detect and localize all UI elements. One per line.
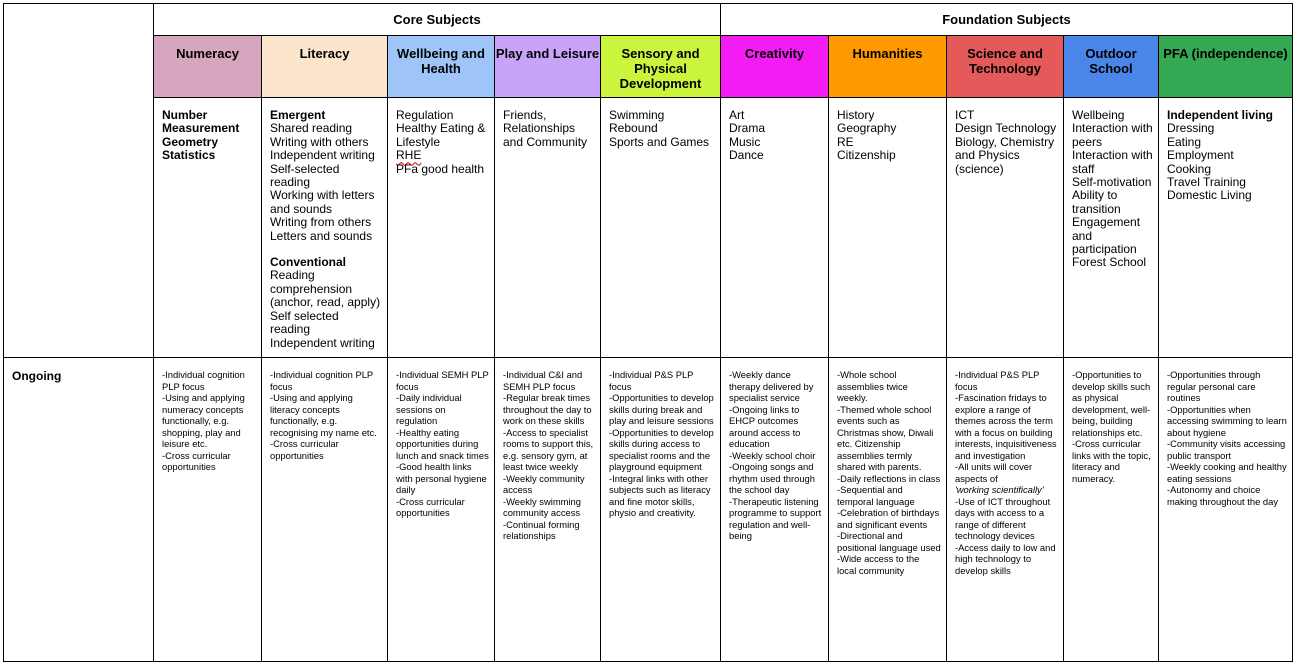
ongoing-cell-literacy bbox=[262, 358, 388, 662]
ongoing-cell-outdoor bbox=[1064, 358, 1159, 662]
cell-line: -Integral links with other subjects such as literacy and fine motor skills, physio and creativity. bbox=[609, 472, 711, 518]
cell-line: -Weekly cooking and healthy eating sessions bbox=[1167, 461, 1287, 484]
ongoing-cell-pfa bbox=[1159, 358, 1293, 662]
ongoing-cell-play bbox=[495, 358, 601, 662]
cell-line: -Wide access to the local community bbox=[837, 553, 920, 576]
cell-line: -Using and applying literacy concepts functionally, e.g. recognising my name etc. bbox=[270, 392, 377, 438]
cell-line: -Weekly swimming community access bbox=[503, 495, 581, 518]
subject-header-literacy bbox=[262, 36, 388, 98]
cell-line: -Individual SEMH PLP focus bbox=[396, 369, 489, 392]
cell-line bbox=[396, 122, 489, 149]
cell-line: -Continual forming relationships bbox=[503, 518, 580, 541]
subject-title: Numeracy bbox=[176, 46, 239, 61]
cell-text: PFa good health bbox=[396, 161, 485, 176]
cell-line: -Opportunities to develop skills during break and play and leisure sessions bbox=[609, 392, 714, 426]
cell-line: -Regular break times throughout the day to work on these skills bbox=[503, 392, 592, 426]
pfa-heading: Independent living bbox=[1167, 108, 1274, 122]
subject-header-wellbeing bbox=[388, 36, 495, 98]
cell-line: Number bbox=[162, 108, 208, 122]
subject-header-humanities bbox=[829, 36, 947, 98]
subject-title: Humanities bbox=[852, 46, 923, 61]
subject-header-creativity bbox=[721, 36, 829, 98]
cell-line: Engagement and participation bbox=[1072, 215, 1141, 257]
cell-line: -Whole school assemblies twice weekly. bbox=[837, 369, 908, 403]
cell-line: -Opportunities to develop skills during access to specialist rooms and the playground equipment bbox=[609, 426, 714, 472]
cell-line: Letters and sounds bbox=[270, 228, 373, 243]
cell-line: Self-selected reading bbox=[270, 161, 340, 190]
content-cell-pfa bbox=[1159, 98, 1293, 358]
literacy-conventional-heading: Conventional bbox=[270, 255, 347, 270]
cell-line: Shared reading bbox=[270, 121, 353, 136]
subject-header-row bbox=[4, 36, 1293, 98]
cell-line: -Weekly community access bbox=[503, 472, 585, 495]
cell-line: -Cross curricular links with the topic, literacy and numeracy. bbox=[1072, 438, 1151, 484]
cell-line: Working with letters and sounds bbox=[270, 188, 375, 216]
cell-line: -All units will cover aspects of bbox=[955, 461, 1033, 484]
ongoing-cell-creativity bbox=[721, 358, 829, 662]
cell-text: Regulation bbox=[396, 108, 454, 122]
cell-line: -Ongoing songs and rhythm used through the school day bbox=[729, 461, 815, 495]
ongoing-cell-wellbeing bbox=[388, 358, 495, 662]
cell-line: -Access to specialist rooms to support this, e.g. sensory gym, at least twice weekly bbox=[503, 426, 594, 472]
literacy-emergent-heading: Emergent bbox=[270, 108, 326, 122]
cell-line: Geography bbox=[837, 121, 897, 136]
subject-title: Literacy bbox=[299, 46, 350, 61]
ongoing-label: Ongoing bbox=[4, 358, 154, 662]
cell-line: Music bbox=[729, 134, 761, 149]
subject-header-outdoor bbox=[1064, 36, 1159, 98]
content-cell-wellbeing bbox=[388, 98, 495, 358]
cell-line: -Individual P&S PLP focus bbox=[609, 369, 694, 392]
cell-line: Statistics bbox=[162, 148, 216, 163]
ongoing-cell-science bbox=[947, 358, 1064, 662]
ongoing-row bbox=[4, 358, 1293, 662]
cell-line: -Individual cognition PLP focus bbox=[270, 369, 374, 392]
cell-line: Wellbeing bbox=[1072, 108, 1125, 122]
content-cell-play bbox=[495, 98, 601, 358]
cell-line: Drama bbox=[729, 121, 766, 136]
cell-line: Forest School bbox=[1072, 255, 1147, 270]
corner-cell bbox=[4, 4, 154, 358]
content-cell-humanities bbox=[829, 98, 947, 358]
subject-title: Creativity bbox=[744, 46, 805, 61]
cell-line: Measurement bbox=[162, 121, 240, 136]
cell-line: -Themed whole school events such as Christmas show, Diwali etc. Citizenship assemblies termly shared with parents. bbox=[837, 403, 934, 472]
subject-title: Wellbeing and Health bbox=[397, 46, 485, 76]
cell-line: -Sequential and temporal language bbox=[837, 484, 915, 507]
cell-line: Reading comprehension (anchor, read, apply) bbox=[270, 268, 381, 310]
cell-line: Domestic Living bbox=[1167, 188, 1252, 203]
cell-line: Interaction with peers bbox=[1072, 121, 1153, 149]
cell-text: Healthy Eating & Lifestyle bbox=[396, 121, 486, 149]
subject-title: PFA (independence) bbox=[1163, 46, 1288, 61]
cell-line: Ability to transition bbox=[1072, 188, 1121, 216]
cell-line: Geometry bbox=[162, 134, 219, 149]
cell-line: -Fascination fridays to explore a range of themes across the term with a focus on building interests, inquisitiveness and investigation bbox=[955, 392, 1057, 461]
content-row bbox=[4, 98, 1293, 358]
cell-line: Biology, Chemistry and Physics (science) bbox=[955, 134, 1055, 176]
ongoing-cell-humanities bbox=[829, 358, 947, 662]
cell-line: -Celebration of birthdays and significant events bbox=[837, 507, 940, 530]
cell-line bbox=[396, 163, 489, 176]
ongoing-italic: 'working scientifically' bbox=[955, 484, 1044, 495]
cell-line: Dressing bbox=[1167, 121, 1215, 136]
subject-title: Outdoor School bbox=[1085, 46, 1137, 76]
subject-header-sensory bbox=[601, 36, 721, 98]
cell-line bbox=[396, 109, 489, 122]
cell-line: Sports and Games bbox=[609, 134, 710, 149]
cell-line: Swimming bbox=[609, 108, 665, 122]
content-cell-literacy bbox=[262, 98, 388, 358]
cell-line: -Cross curricular opportunities bbox=[162, 449, 231, 472]
cell-line: Eating bbox=[1167, 134, 1202, 149]
cell-line: -Individual C&I and SEMH PLP focus bbox=[503, 369, 583, 392]
cell-line: Self selected reading bbox=[270, 308, 339, 337]
cell-line: -Opportunities through regular personal care routines bbox=[1167, 369, 1261, 403]
cell-line: -Weekly school choir bbox=[729, 449, 816, 461]
cell-line: -Individual P&S PLP focus bbox=[955, 369, 1040, 392]
subject-title: Play and Leisure bbox=[495, 46, 600, 61]
cell-line: -Therapeutic listening programme to support regulation and well-being bbox=[729, 495, 822, 541]
cell-line: -Use of ICT throughout days with access to a range of different technology devices bbox=[955, 495, 1051, 541]
cell-line: -Weekly dance therapy delivered by specialist service bbox=[729, 369, 814, 403]
content-cell-sensory bbox=[601, 98, 721, 358]
cell-line: Writing with others bbox=[270, 134, 369, 149]
foundation-subjects-header: Foundation Subjects bbox=[721, 4, 1293, 36]
group-header-row bbox=[4, 4, 1293, 36]
content-cell-science bbox=[947, 98, 1064, 358]
cell-line: Friends, Relationships and Community bbox=[503, 108, 588, 149]
curriculum-table bbox=[3, 3, 1293, 662]
cell-line: Writing from others bbox=[270, 215, 372, 230]
cell-line: ICT bbox=[955, 108, 975, 122]
subject-header-pfa bbox=[1159, 36, 1293, 98]
cell-line: -Good health links with personal hygiene daily bbox=[396, 461, 487, 495]
cell-line: Design Technology bbox=[955, 121, 1057, 136]
cell-line: RE bbox=[837, 134, 854, 149]
cell-line: Art bbox=[729, 108, 745, 122]
cell-line: History bbox=[837, 108, 875, 122]
subject-title: Science and Technology bbox=[967, 46, 1043, 76]
cell-line: -Opportunities to develop skills such as physical development, well-being, building relationships etc. bbox=[1072, 369, 1151, 438]
core-subjects-header: Core Subjects bbox=[154, 4, 721, 36]
subject-header-science bbox=[947, 36, 1064, 98]
cell-line: Travel Training bbox=[1167, 175, 1246, 190]
cell-line: Interaction with staff bbox=[1072, 148, 1153, 176]
cell-line: -Community visits accessing public transport bbox=[1167, 438, 1286, 461]
cell-line: Dance bbox=[729, 148, 764, 163]
subject-header-numeracy bbox=[154, 36, 262, 98]
cell-line: -Using and applying numeracy concepts functionally, e.g. shopping, play and leisure etc. bbox=[162, 392, 245, 449]
cell-line: Independent writing bbox=[270, 148, 375, 163]
subject-title: Sensory and Physical Development bbox=[619, 46, 702, 91]
ongoing-cell-sensory bbox=[601, 358, 721, 662]
cell-line: -Directional and positional language used bbox=[837, 530, 941, 553]
cell-line: -Healthy eating opportunities during lunch and snack times bbox=[396, 426, 489, 461]
cell-text: RHE bbox=[396, 148, 422, 163]
content-cell-creativity bbox=[721, 98, 829, 358]
content-cell-numeracy bbox=[154, 98, 262, 358]
cell-line: -Daily reflections in class bbox=[837, 472, 941, 484]
cell-line: Independent writing bbox=[270, 335, 375, 350]
cell-line: Rebound bbox=[609, 121, 658, 136]
cell-line: -Cross curricular opportunities bbox=[396, 495, 465, 518]
cell-line: -Individual cognition PLP focus bbox=[162, 369, 245, 392]
cell-line: Citizenship bbox=[837, 148, 896, 163]
cell-line: -Opportunities when accessing swimming to learn about hygiene bbox=[1167, 403, 1287, 438]
cell-line: Cooking bbox=[1167, 161, 1212, 176]
cell-line: Self-motivation bbox=[1072, 175, 1152, 190]
cell-line: Employment bbox=[1167, 148, 1234, 163]
cell-line: -Daily individual sessions on regulation bbox=[396, 392, 462, 426]
ongoing-cell-numeracy bbox=[154, 358, 262, 662]
cell-line bbox=[396, 149, 489, 162]
content-cell-outdoor bbox=[1064, 98, 1159, 358]
cell-line: -Ongoing links to EHCP outcomes around access to education bbox=[729, 403, 801, 449]
cell-line: -Cross curricular opportunities bbox=[270, 438, 339, 461]
subject-header-play bbox=[495, 36, 601, 98]
cell-line: -Access daily to low and high technology to develop skills bbox=[955, 541, 1056, 576]
cell-line: -Autonomy and choice making throughout the day bbox=[1167, 484, 1279, 507]
